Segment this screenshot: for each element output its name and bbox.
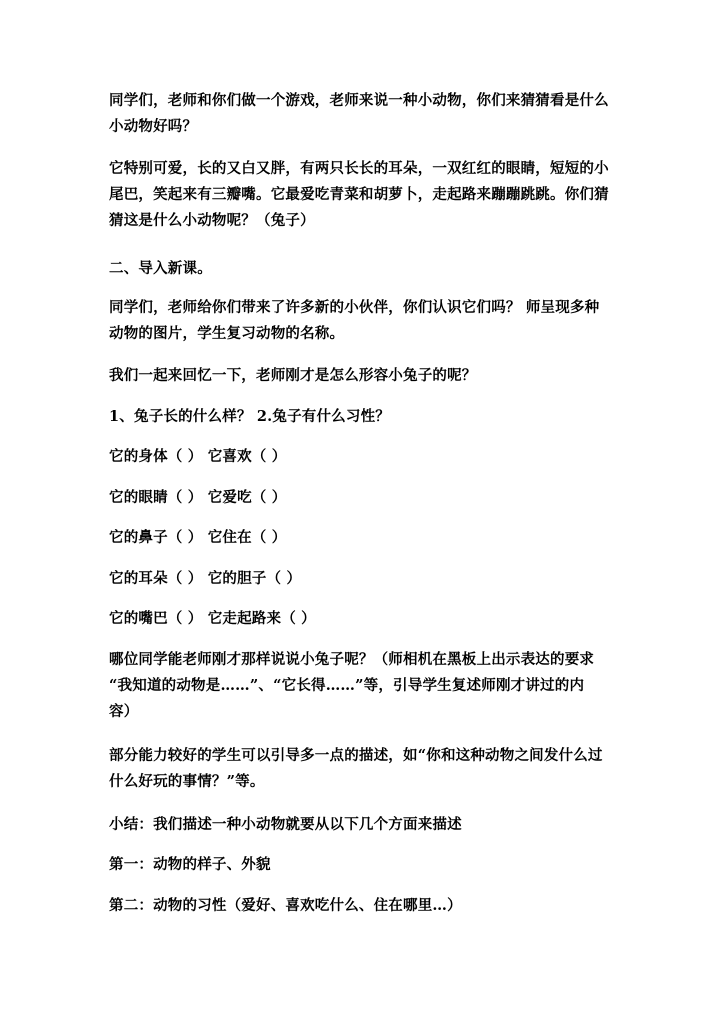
text-line: 第一：动物的样子、外貌 [109, 856, 271, 873]
text-line: 二、导入新课。 [109, 260, 212, 277]
paragraph-game-intro [109, 88, 615, 140]
blank-row-mouth [109, 606, 615, 632]
text-line: 什么好玩的事情？”等。 [109, 773, 265, 790]
text-line: 部分能力较好的学生可以引导多一点的描述，如“你和这种动物之间发什么过 [109, 747, 603, 764]
paragraph-summary [109, 812, 615, 838]
paragraph-new-friends [109, 295, 615, 347]
blank-row-body [109, 444, 615, 470]
paragraph-rabbit-riddle [109, 156, 615, 234]
text-line: 它的身体（ ） 它喜欢（ ） [109, 448, 287, 465]
paragraph-describe-rabbit [109, 647, 615, 725]
text-line: 它的嘴巴（ ） 它走起路来（ ） [109, 610, 316, 627]
text-line: 它特别可爱，长的又白又胖，有两只长长的耳朵，一双红红的眼睛，短短的小 [109, 160, 609, 177]
text-line: 容） [109, 703, 139, 720]
paragraph-questions [109, 404, 615, 430]
text-line: 同学们，老师和你们做一个游戏，老师来说一种小动物，你们来猜猜看是什么 [109, 92, 609, 109]
paragraph-recall [109, 363, 615, 389]
text-line: 同学们，老师给你们带来了许多新的小伙伴，你们认识它们吗？ 师呈现多种 [109, 299, 600, 316]
summary-point-one [109, 852, 615, 878]
summary-point-two [109, 893, 615, 919]
text-line: 我们一起来回忆一下，老师刚才是怎么形容小兔子的呢？ [109, 367, 477, 384]
text-line: 它的鼻子（ ） 它住在（ ） [109, 529, 287, 546]
text-line: 它的耳朵（ ） 它的胆子（ ） [109, 570, 302, 587]
text-line: 猜这是什么小动物呢？（兔子） [109, 212, 315, 229]
text-line: 它的眼睛（ ） 它爱吃（ ） [109, 489, 287, 506]
text-line: 第二：动物的习性（爱好、喜欢吃什么、住在哪里…） [109, 897, 462, 914]
text-line: 动物的图片，学生复习动物的名称。 [109, 325, 345, 342]
text-line: “我知道的动物是……”、“它长得……”等，引导学生复述师刚才讲过的内 [109, 677, 585, 694]
text-line: 小动物好吗？ [109, 118, 198, 135]
text-line: 尾巴，笑起来有三瓣嘴。它最爱吃青菜和胡萝卜，走起路来蹦蹦跳跳。你们猜 [109, 186, 609, 203]
paragraph-advanced-students [109, 743, 615, 795]
text-line: 1、兔子长的什么样？ 2.兔子有什么习性？ [109, 408, 390, 425]
section-heading-new-lesson [109, 256, 615, 282]
blank-row-eyes [109, 485, 615, 511]
blank-row-nose [109, 525, 615, 551]
text-line: 哪位同学能老师刚才那样说说小兔子呢？（师相机在黑板上出示表达的要求 [109, 651, 595, 668]
blank-row-ears [109, 566, 615, 592]
text-line: 小结：我们描述一种小动物就要从以下几个方面来描述 [109, 816, 462, 833]
